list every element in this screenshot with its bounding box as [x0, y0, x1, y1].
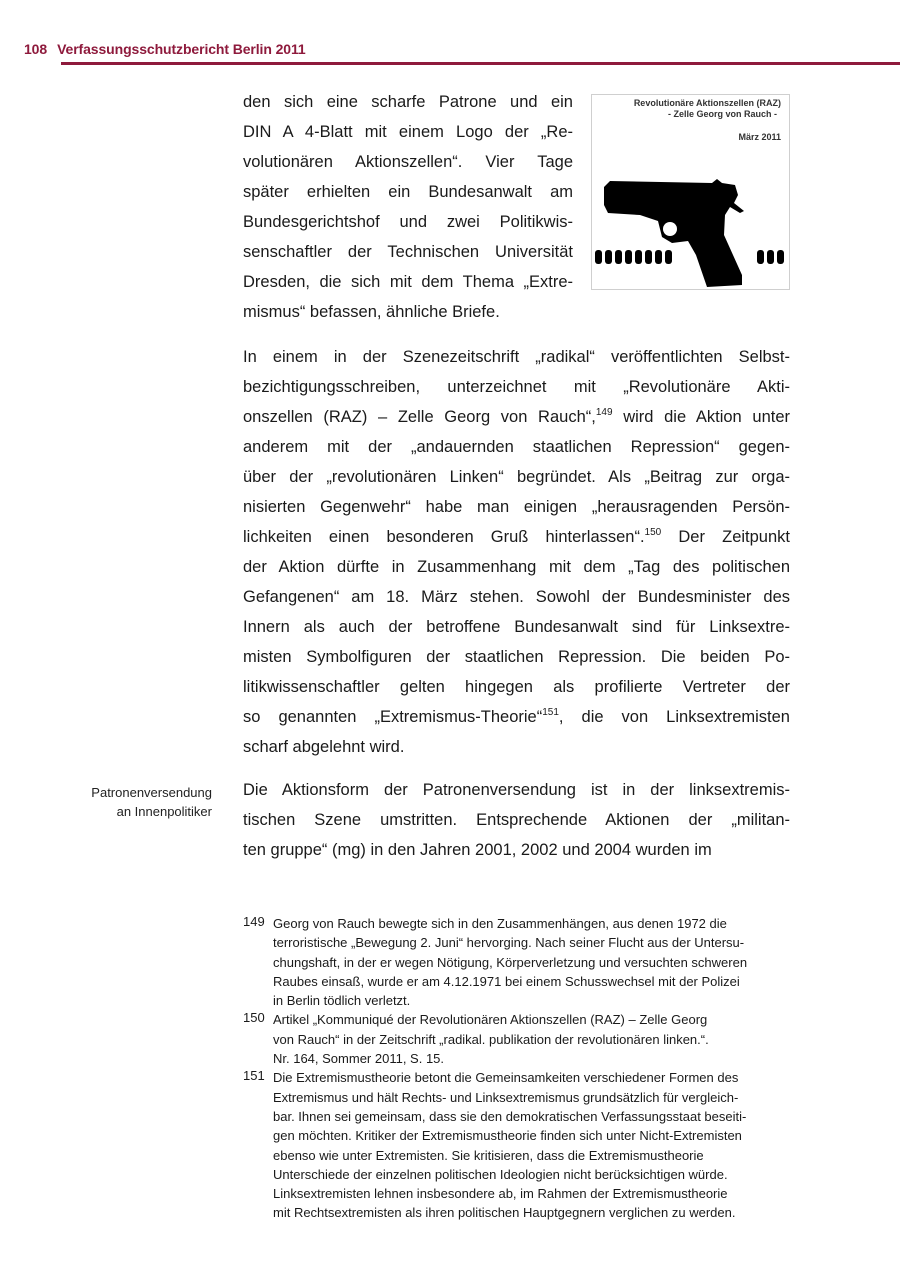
text-line — [243, 267, 573, 297]
text-segment: wird die Aktion unter — [612, 408, 790, 426]
text-line — [243, 372, 790, 402]
margin-note-line: Patronenversendung — [91, 785, 212, 800]
footnote-line: Linksextremisten lehnen insbesondere ab, im Rahmen der Extremismustheorie — [273, 1186, 728, 1202]
publication-title: Verfassungsschutzbericht Berlin 2011 — [57, 41, 306, 57]
text-segment: tischen Szene umstritten. Entsprechende Aktionen der „militan- — [243, 811, 790, 829]
footnote — [243, 1068, 793, 1222]
footnotes — [243, 914, 793, 1223]
text-line — [243, 672, 790, 702]
text-segment: Gefangenen“ am 18. März stehen. Sowohl der Bundesminister des — [243, 588, 790, 606]
bullets-icon — [595, 250, 784, 264]
text-segment: Der Zeitpunkt — [661, 528, 790, 546]
text-line — [243, 522, 790, 552]
paragraph — [243, 342, 790, 762]
text-segment: Die Aktionsform der Patronenversendung ist in der linksextremis- — [243, 781, 790, 799]
text-segment: der Aktion dürfte in Zusammenhang mit dem „Tag des politischen — [243, 558, 790, 576]
text-line — [243, 732, 790, 762]
text-line — [243, 207, 573, 237]
text-line — [243, 805, 790, 835]
text-segment: senschaftler der Technischen Universität — [243, 243, 573, 261]
running-header — [24, 41, 306, 57]
text-segment: onszellen (RAZ) – Zelle Georg von Rauch“, — [243, 408, 596, 426]
pistol-icon — [592, 95, 789, 289]
paragraph — [243, 87, 573, 327]
text-segment: lichkeiten einen besonderen Gruß hinterlassen“. — [243, 528, 645, 546]
text-segment: über der „revolutionären Linken“ begründet. Als „Beitrag zur orga- — [243, 468, 790, 486]
footnote-line: ebenso wie unter Extremisten. Sie kritisieren, dass die Extremismustheorie — [273, 1147, 704, 1163]
text-segment: anderem mit der „andauernden staatlichen Repression“ gegen- — [243, 438, 790, 456]
text-segment: misten Symbolfiguren der staatlichen Repression. Die beiden Po- — [243, 648, 790, 666]
text-segment: Dresden, die sich mit dem Thema „Extre- — [243, 273, 573, 291]
text-line — [243, 342, 790, 372]
footnote-line: mit Rechtsextremisten als ihren politischen Hauptgegnern verglichen zu werden. — [273, 1205, 736, 1221]
figure-date: März 2011 — [738, 132, 781, 142]
footnote-line: Nr. 164, Sommer 2011, S. 15. — [273, 1051, 445, 1067]
footnote-line: Die Extremismustheorie betont die Gemeinsamkeiten verschiedener Formen des — [273, 1070, 739, 1086]
text-line — [243, 237, 573, 267]
text-segment: scharf abgelehnt wird. — [243, 738, 405, 756]
margin-note-line: an Innenpolitiker — [116, 804, 212, 819]
text-line — [243, 702, 790, 732]
text-line — [243, 177, 573, 207]
margin-note — [91, 783, 212, 821]
footnote-line: von Rauch“ in der Zeitschrift „radikal. publikation der revolutionären linken.“. — [273, 1031, 709, 1047]
figure-caption-line2: - Zelle Georg von Rauch - — [667, 109, 777, 119]
footnote-line: gen möchten. Kritiker der Extremismustheorie finden sich unter Nicht-Extremisten — [273, 1128, 742, 1144]
text-segment: so genannten „Extremismus-Theorie“ — [243, 708, 543, 726]
paragraph — [243, 775, 790, 865]
footnote-reference[interactable]: 149 — [595, 407, 613, 418]
figure-caption-line1: Revolutionäre Aktionszellen (RAZ) — [633, 98, 781, 108]
footnote-line: Raubes einsaß, wurde er am 4.12.1971 bei einem Schusswechsel mit der Polizei — [273, 973, 740, 989]
text-segment: nisierten Gegenwehr“ habe man einigen „herausragenden Persön- — [243, 498, 790, 516]
text-line — [243, 147, 573, 177]
footnote — [243, 1010, 793, 1068]
raz-logo-figure — [591, 94, 790, 290]
text-line — [243, 582, 790, 612]
text-segment: litikwissenschaftler gelten hingegen als profilierte Vertreter der — [243, 678, 790, 696]
text-line — [243, 117, 573, 147]
footnote — [243, 914, 793, 1010]
footnote-line: Extremismus und hält Rechts- und Linksextremismus grundsätzlich für vergleich- — [273, 1089, 739, 1105]
text-segment: ten gruppe“ (mg) in den Jahren 2001, 2002 und 2004 wurden im — [243, 841, 712, 859]
text-segment: den sich eine scharfe Patrone und ein — [243, 93, 573, 111]
text-segment: volutionären Aktionszellen“. Vier Tage — [243, 153, 573, 171]
text-line — [243, 462, 790, 492]
text-line — [243, 402, 790, 432]
footnote-reference[interactable]: 150 — [644, 527, 662, 538]
footnote-line: terroristische „Bewegung 2. Juni“ hervorging. Nach seiner Flucht aus der Untersu- — [273, 935, 745, 951]
footnote-line: Artikel „Kommuniqué der Revolutionären Aktionszellen (RAZ) – Zelle Georg — [273, 1012, 708, 1028]
text-line — [243, 87, 573, 117]
text-line — [243, 642, 790, 672]
text-segment: In einem in der Szenezeitschrift „radikal“ veröffentlichten Selbst- — [243, 348, 790, 366]
text-line — [243, 297, 573, 327]
header-rule — [61, 62, 900, 65]
text-line — [243, 432, 790, 462]
footnote-number: 151 — [243, 1068, 265, 1084]
text-line — [243, 835, 790, 865]
text-line — [243, 492, 790, 522]
footnote-reference[interactable]: 151 — [542, 707, 559, 718]
footnote-line: Georg von Rauch bewegte sich in den Zusammenhängen, aus denen 1972 die — [273, 916, 727, 931]
footnote-number: 149 — [243, 914, 265, 929]
text-segment: DIN A 4-Blatt mit einem Logo der „Re- — [243, 123, 573, 141]
text-segment: Innern als auch der betroffene Bundesanwalt sind für Linksextre- — [243, 618, 790, 636]
text-segment: , die von Linksextremisten — [558, 708, 790, 726]
footnote-line: Unterschiede der einzelnen politischen Ideologien nicht berücksichtigen würde. — [273, 1166, 728, 1182]
text-segment: später erhielten ein Bundesanwalt am — [243, 183, 573, 201]
footnote-line: bar. Ihnen sei gemeinsam, dass sie den demokratischen Verfassungsstaat beseiti- — [273, 1108, 747, 1124]
footnote-line: in Berlin tödlich verletzt. — [273, 993, 411, 1009]
text-line — [243, 775, 790, 805]
text-segment: bezichtigungsschreiben, unterzeichnet mit „Revolutionäre Akti- — [243, 378, 790, 396]
text-line — [243, 612, 790, 642]
text-segment: Bundesgerichtshof und zwei Politikwis- — [243, 213, 573, 231]
footnote-number: 150 — [243, 1010, 265, 1026]
footnote-line: chungshaft, in der er wegen Nötigung, Körperverletzung und versuchten schweren — [273, 954, 748, 970]
page-number: 108 — [24, 41, 48, 57]
text-line — [243, 552, 790, 582]
text-segment: mismus“ befassen, ähnliche Briefe. — [243, 303, 500, 321]
